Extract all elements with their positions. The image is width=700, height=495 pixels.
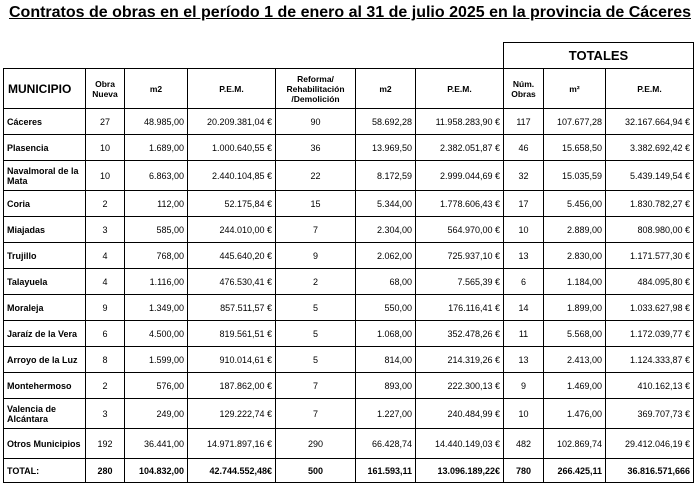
cell-num-obras: 11 <box>504 321 544 347</box>
table-row <box>4 161 694 191</box>
cell-num-obras: 13 <box>504 243 544 269</box>
totals-header-row <box>4 43 694 69</box>
header-m2-total: m² <box>544 69 606 109</box>
cell-m2: 249,00 <box>125 399 188 429</box>
total-row <box>4 459 694 483</box>
cell-m2: 585,00 <box>125 217 188 243</box>
cell-obra-nueva: 27 <box>86 109 125 135</box>
cell-pem-reforma: 7.565,39 € <box>416 269 504 295</box>
cell-municipio: Plasencia <box>4 135 86 161</box>
cell-pem-total: 1.171.577,30 € <box>606 243 694 269</box>
cell-m2-total: 5.456,00 <box>544 191 606 217</box>
cell-m2: 6.863,00 <box>125 161 188 191</box>
cell-pem-total: 5.439.149,54 € <box>606 161 694 191</box>
totals-header: TOTALES <box>504 43 694 69</box>
cell-m2: 1.349,00 <box>125 295 188 321</box>
cell-municipio: Valencia de Alcántara <box>4 399 86 429</box>
cell-pem: 910.014,61 € <box>188 347 276 373</box>
header-reforma: Reforma/ Rehabilitación /Demolición <box>276 69 356 109</box>
table-row <box>4 399 694 429</box>
cell-m2-reforma: 66.428,74 <box>356 429 416 459</box>
cell-reforma: 500 <box>276 459 356 483</box>
cell-m2-reforma: 1.068,00 <box>356 321 416 347</box>
cell-pem: 1.000.640,55 € <box>188 135 276 161</box>
cell-pem-total: 32.167.664,94 € <box>606 109 694 135</box>
header-m2-reforma: m2 <box>356 69 416 109</box>
cell-m2-total: 1.899,00 <box>544 295 606 321</box>
cell-m2-total: 102.869,74 <box>544 429 606 459</box>
cell-reforma: 2 <box>276 269 356 295</box>
cell-num-obras: 10 <box>504 399 544 429</box>
cell-num-obras: 17 <box>504 191 544 217</box>
cell-reforma: 7 <box>276 373 356 399</box>
cell-num-obras: 14 <box>504 295 544 321</box>
cell-num-obras: 46 <box>504 135 544 161</box>
cell-pem: 857.511,57 € <box>188 295 276 321</box>
cell-pem-reforma: 1.778.606,43 € <box>416 191 504 217</box>
cell-pem-total: 410.162,13 € <box>606 373 694 399</box>
cell-pem: 129.222,74 € <box>188 399 276 429</box>
cell-num-obras: 6 <box>504 269 544 295</box>
cell-m2-reforma: 893,00 <box>356 373 416 399</box>
table-row <box>4 135 694 161</box>
table-row <box>4 191 694 217</box>
table-row <box>4 429 694 459</box>
cell-m2: 1.689,00 <box>125 135 188 161</box>
cell-pem-total: 3.382.692,42 € <box>606 135 694 161</box>
cell-pem: 187.862,00 € <box>188 373 276 399</box>
cell-obra-nueva: 9 <box>86 295 125 321</box>
cell-obra-nueva: 10 <box>86 135 125 161</box>
table-row <box>4 243 694 269</box>
cell-municipio: Moraleja <box>4 295 86 321</box>
cell-pem-reforma: 214.319,26 € <box>416 347 504 373</box>
header-obra-nueva: Obra Nueva <box>86 69 125 109</box>
cell-obra-nueva: 4 <box>86 269 125 295</box>
header-pem: P.E.M. <box>188 69 276 109</box>
contracts-table <box>3 42 694 483</box>
cell-m2-reforma: 814,00 <box>356 347 416 373</box>
cell-reforma: 90 <box>276 109 356 135</box>
cell-num-obras: 780 <box>504 459 544 483</box>
cell-pem: 244.010,00 € <box>188 217 276 243</box>
cell-num-obras: 117 <box>504 109 544 135</box>
cell-pem-reforma: 176.116,41 € <box>416 295 504 321</box>
header-pem-total: P.E.M. <box>606 69 694 109</box>
cell-pem-reforma: 352.478,26 € <box>416 321 504 347</box>
cell-pem-reforma: 2.999.044,69 € <box>416 161 504 191</box>
cell-m2: 48.985,00 <box>125 109 188 135</box>
cell-m2-total: 1.476,00 <box>544 399 606 429</box>
cell-municipio: Otros Municipios <box>4 429 86 459</box>
cell-m2-reforma: 13.969,50 <box>356 135 416 161</box>
header-pem-reforma: P.E.M. <box>416 69 504 109</box>
cell-m2: 104.832,00 <box>125 459 188 483</box>
cell-pem: 476.530,41 € <box>188 269 276 295</box>
cell-m2-total: 1.184,00 <box>544 269 606 295</box>
cell-reforma: 7 <box>276 217 356 243</box>
cell-m2-reforma: 161.593,11 <box>356 459 416 483</box>
cell-obra-nueva: 280 <box>86 459 125 483</box>
cell-pem: 20.209.381,04 € <box>188 109 276 135</box>
header-num-obras: Núm. Obras <box>504 69 544 109</box>
cell-pem-reforma: 11.958.283,90 € <box>416 109 504 135</box>
cell-obra-nueva: 3 <box>86 399 125 429</box>
table-row <box>4 217 694 243</box>
cell-num-obras: 13 <box>504 347 544 373</box>
blank-cell <box>4 43 504 69</box>
cell-m2-total: 2.830,00 <box>544 243 606 269</box>
cell-pem: 445.640,20 € <box>188 243 276 269</box>
cell-municipio: Jaraíz de la Vera <box>4 321 86 347</box>
cell-num-obras: 9 <box>504 373 544 399</box>
cell-m2-reforma: 5.344,00 <box>356 191 416 217</box>
table-row <box>4 321 694 347</box>
header-municipio: MUNICIPIO <box>4 69 86 109</box>
cell-municipio: Arroyo de la Luz <box>4 347 86 373</box>
table-row <box>4 347 694 373</box>
cell-obra-nueva: 4 <box>86 243 125 269</box>
cell-reforma: 5 <box>276 295 356 321</box>
cell-obra-nueva: 6 <box>86 321 125 347</box>
cell-m2-reforma: 8.172,59 <box>356 161 416 191</box>
cell-m2: 1.599,00 <box>125 347 188 373</box>
table-row <box>4 269 694 295</box>
cell-m2-reforma: 2.304,00 <box>356 217 416 243</box>
cell-pem-reforma: 564.970,00 € <box>416 217 504 243</box>
cell-pem-total: 808.980,00 € <box>606 217 694 243</box>
cell-m2: 4.500,00 <box>125 321 188 347</box>
cell-reforma: 36 <box>276 135 356 161</box>
cell-m2-total: 2.413,00 <box>544 347 606 373</box>
header-m2: m2 <box>125 69 188 109</box>
cell-reforma: 7 <box>276 399 356 429</box>
cell-m2: 1.116,00 <box>125 269 188 295</box>
cell-m2-reforma: 2.062,00 <box>356 243 416 269</box>
cell-obra-nueva: 10 <box>86 161 125 191</box>
cell-reforma: 290 <box>276 429 356 459</box>
cell-pem-reforma: 14.440.149,03 € <box>416 429 504 459</box>
cell-m2-total: 107.677,28 <box>544 109 606 135</box>
cell-obra-nueva: 2 <box>86 373 125 399</box>
column-header-row <box>4 69 694 109</box>
cell-pem-total: 1.830.782,27 € <box>606 191 694 217</box>
cell-municipio: Montehermoso <box>4 373 86 399</box>
cell-municipio: Talayuela <box>4 269 86 295</box>
cell-reforma: 5 <box>276 321 356 347</box>
cell-m2-total: 2.889,00 <box>544 217 606 243</box>
cell-pem: 14.971.897,16 € <box>188 429 276 459</box>
cell-num-obras: 32 <box>504 161 544 191</box>
cell-pem-reforma: 2.382.051,87 € <box>416 135 504 161</box>
cell-municipio: Trujillo <box>4 243 86 269</box>
cell-pem-total: 1.033.627,98 € <box>606 295 694 321</box>
cell-pem-reforma: 725.937,10 € <box>416 243 504 269</box>
cell-reforma: 15 <box>276 191 356 217</box>
cell-pem-total: 29.412.046,19 € <box>606 429 694 459</box>
cell-m2-reforma: 1.227,00 <box>356 399 416 429</box>
cell-reforma: 9 <box>276 243 356 269</box>
cell-m2: 768,00 <box>125 243 188 269</box>
cell-m2: 576,00 <box>125 373 188 399</box>
cell-pem-reforma: 222.300,13 € <box>416 373 504 399</box>
cell-pem-total: 369.707,73 € <box>606 399 694 429</box>
cell-pem-reforma: 13.096.189,22€ <box>416 459 504 483</box>
cell-municipio: Navalmoral de la Mata <box>4 161 86 191</box>
cell-municipio: Coria <box>4 191 86 217</box>
cell-m2-total: 15.035,59 <box>544 161 606 191</box>
cell-reforma: 5 <box>276 347 356 373</box>
cell-m2-reforma: 68,00 <box>356 269 416 295</box>
table-row <box>4 109 694 135</box>
cell-municipio: TOTAL: <box>4 459 86 483</box>
cell-pem: 42.744.552,48€ <box>188 459 276 483</box>
table-row <box>4 373 694 399</box>
cell-num-obras: 10 <box>504 217 544 243</box>
cell-pem-reforma: 240.484,99 € <box>416 399 504 429</box>
cell-reforma: 22 <box>276 161 356 191</box>
cell-pem: 52.175,84 € <box>188 191 276 217</box>
cell-m2: 112,00 <box>125 191 188 217</box>
cell-pem-total: 1.172.039,77 € <box>606 321 694 347</box>
cell-m2-total: 5.568,00 <box>544 321 606 347</box>
cell-obra-nueva: 2 <box>86 191 125 217</box>
cell-m2-total: 266.425,11 <box>544 459 606 483</box>
cell-pem: 819.561,51 € <box>188 321 276 347</box>
cell-m2-reforma: 58.692,28 <box>356 109 416 135</box>
cell-num-obras: 482 <box>504 429 544 459</box>
cell-pem-total: 1.124.333,87 € <box>606 347 694 373</box>
cell-m2-reforma: 550,00 <box>356 295 416 321</box>
cell-m2: 36.441,00 <box>125 429 188 459</box>
cell-m2-total: 1.469,00 <box>544 373 606 399</box>
cell-municipio: Cáceres <box>4 109 86 135</box>
table-row <box>4 295 694 321</box>
cell-pem-total: 484.095,80 € <box>606 269 694 295</box>
cell-pem: 2.440.104,85 € <box>188 161 276 191</box>
cell-obra-nueva: 192 <box>86 429 125 459</box>
cell-pem-total: 36.816.571,666 <box>606 459 694 483</box>
page-title: Contratos de obras en el período 1 de enero al 31 de julio 2025 en la provincia de Cáceres <box>8 4 691 21</box>
cell-municipio: Miajadas <box>4 217 86 243</box>
cell-obra-nueva: 3 <box>86 217 125 243</box>
cell-m2-total: 15.658,50 <box>544 135 606 161</box>
cell-obra-nueva: 8 <box>86 347 125 373</box>
